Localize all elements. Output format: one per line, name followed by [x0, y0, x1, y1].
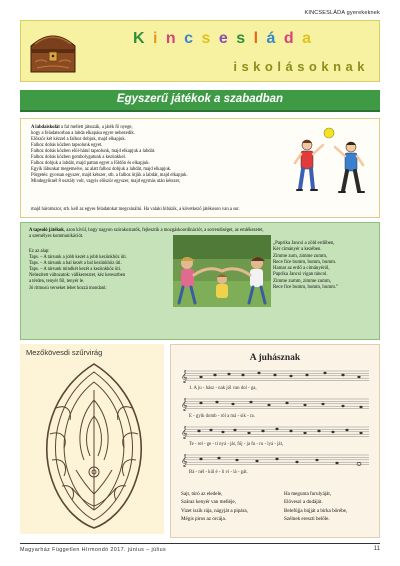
ball-school-line: Mindegyiknél 8 osztály volt, vagyis először egyszer, majd egymás után kétszer, [31, 179, 181, 185]
ball-school-line: Falhoz dobás közben elöl-hátul tapsolunk, majd elkapjuk a labdát. [31, 149, 156, 155]
lyrics-line: Száraz kenyér van melléje, [181, 499, 236, 506]
section-banner [20, 90, 380, 112]
clapping-lead: A tapsoló játékok [29, 228, 64, 233]
ball-school-lead: A labdaiskolát [31, 125, 60, 130]
ball-school-section [20, 118, 380, 218]
clapping-step: Nehezített változatok: vállkeresztet, kéz keresztben [29, 273, 126, 279]
title-letter: i [153, 30, 160, 47]
poem-line: Zimme zum, zimme zumm, [273, 253, 328, 259]
lyrics-line: Sajt, túró az eledele, [181, 491, 223, 497]
page-number: 11 [373, 546, 380, 552]
paprika-jancsi-poem [273, 241, 377, 291]
title-letter: l [253, 30, 261, 47]
clapping-step: Taps. – A társunk a jobb kezét a jobb kezünkhöz üti. [29, 255, 127, 261]
ball-school-line: Először két kézzel a falhoz dobjuk, majd elkapjuk. [31, 137, 126, 143]
poem-line: Rece fice bumm, bumm, bumm.” [273, 284, 339, 290]
clapping-step: a térden, tenyér föl, tenyér le. [29, 279, 85, 285]
ball-school-line: hogy a feladatsorban a labda elkapása egyre nehezedik. [31, 131, 135, 137]
score-line: E - gyik domb - ról a má - sik - ra. [189, 414, 255, 419]
ornament-caption: Mezőkövesdi szűrvirág [26, 348, 103, 357]
header-box [20, 20, 380, 82]
svg-text:𝄞: 𝄞 [181, 454, 188, 467]
song-lyrics-right [284, 490, 347, 523]
magazine-section-label: KINCSESLÁDA gyerekeknek [304, 10, 380, 16]
title-letter: K [133, 30, 147, 47]
clapping-step: Taps. – A társunk mindkét kezét a kezünkhöz üti. [29, 267, 122, 273]
svg-text:𝄞: 𝄞 [181, 370, 188, 383]
lyrics-line: Belefújja bújját a birka bőrébe, [284, 507, 348, 514]
ball-school-lead-rest: a fal mellett játsszák, a játék fő nyege, [59, 125, 133, 130]
children-clapping-photo [173, 235, 271, 307]
svg-text:𝄞: 𝄞 [181, 398, 188, 411]
poem-line: „Paprika Jancsi a zöld erdőben, [273, 241, 335, 246]
lyrics-line: Elöveszi a dudáját. [284, 499, 323, 506]
svg-text:𝄞: 𝄞 [181, 426, 188, 439]
ball-school-last-line: majd háromszor, stb. kell az egyes feladatokat megcsinálni. Ha valaki hibázik, a következő játékoson van a sor. [31, 207, 240, 212]
clapping-step: Taps. – A társunk a bal kezét a bal kezünkhöz üti. [29, 261, 122, 267]
title-letter: n [165, 30, 178, 47]
page-footer [20, 543, 380, 555]
lyrics-line: Vizet iszik rája, nágyját a pipára, [181, 507, 248, 514]
poem-line: Zimme zumm, zimme zumm, [273, 278, 331, 284]
poem-line: Hamar az erdő a cimányéröl, [273, 266, 330, 271]
title-letter: á [266, 30, 278, 47]
score-line: 1. A ju - hász - nak jól van dol - ga, [189, 386, 257, 391]
lyrics-line: Ha meguntа furulyáját, [284, 491, 332, 497]
publication-info: Magyarház Független Hírmondó 2017. június – július [20, 547, 167, 553]
clapping-games-section [20, 222, 380, 340]
ball-school-line: Egyik lábunkat megemelve, az alatt falhoz dobjuk a labdát, majd elkapjuk. [31, 167, 172, 173]
title-letter: d [283, 30, 296, 47]
clapping-lead-rest: , azon kívül, hogy nagyon szórakoztatók, fejlesztik a mozgáskoordinációt, a sorrendiséget, az emlékezetet, [63, 228, 264, 233]
title-letter: s [236, 30, 248, 47]
song-lyrics-left [181, 490, 248, 523]
ball-school-line: Falhoz dobjuk a labdát, majd pattan egyet a földön és elkapjuk. [31, 161, 150, 167]
banner-title: Egyszerű játékok a szabadban [116, 93, 284, 105]
clapping-step: Ez az alap: [29, 249, 50, 254]
ball-school-line: Falhoz dobás közben tapsolunk egyet. [31, 143, 103, 149]
sheet-music [179, 367, 373, 483]
title-letter: s [201, 30, 213, 47]
title-letter: c [184, 30, 196, 47]
score-line: Bá - nél - kül é - li vi - lá - gát. [189, 470, 248, 475]
clapping-step: Jó ritmusú verseket lehet hozzá mondani: [29, 285, 107, 291]
kids-playing-ball-illustration [289, 123, 371, 205]
mezokovesd-flower-ornament [32, 360, 156, 532]
folk-ornament-panel [20, 344, 164, 534]
poem-line: Paprika Jancsi vígan táncol. [273, 272, 328, 278]
clapping-intro-line: a személyes kommunikációt. [29, 234, 84, 240]
lyrics-line: Mégis piros az orcája. [181, 515, 226, 522]
magazine-title [133, 30, 313, 48]
song-title: A juhásznak [249, 353, 301, 363]
clapping-steps [29, 249, 179, 292]
poem-line: Rece fice bumm, bumm, bumm. [273, 259, 337, 265]
title-letter: a [302, 30, 313, 47]
treasure-chest-icon [27, 26, 79, 76]
title-letter: e [218, 30, 230, 47]
score-line: Te - rel - ge - ti nyá - ját, fúj - ja fu - ru - lyá - ját, [189, 442, 284, 447]
magazine-subtitle: iskolásoknak [233, 59, 369, 74]
ball-school-line: Pörgetés: gyorsan egyszer, majd kétszer, stb. a falhoz ütjük a labdát, majd elkapjuk. [31, 173, 188, 179]
ball-school-text [31, 125, 283, 185]
song-panel [170, 344, 380, 538]
poem-line: Kér cimányér a kezében. [273, 247, 322, 253]
ball-school-line: Falhoz dobás közben gombolygatunk a kezünkkel. [31, 155, 127, 161]
lyrics-line: Szélnek ereszti belőle. [284, 515, 330, 522]
